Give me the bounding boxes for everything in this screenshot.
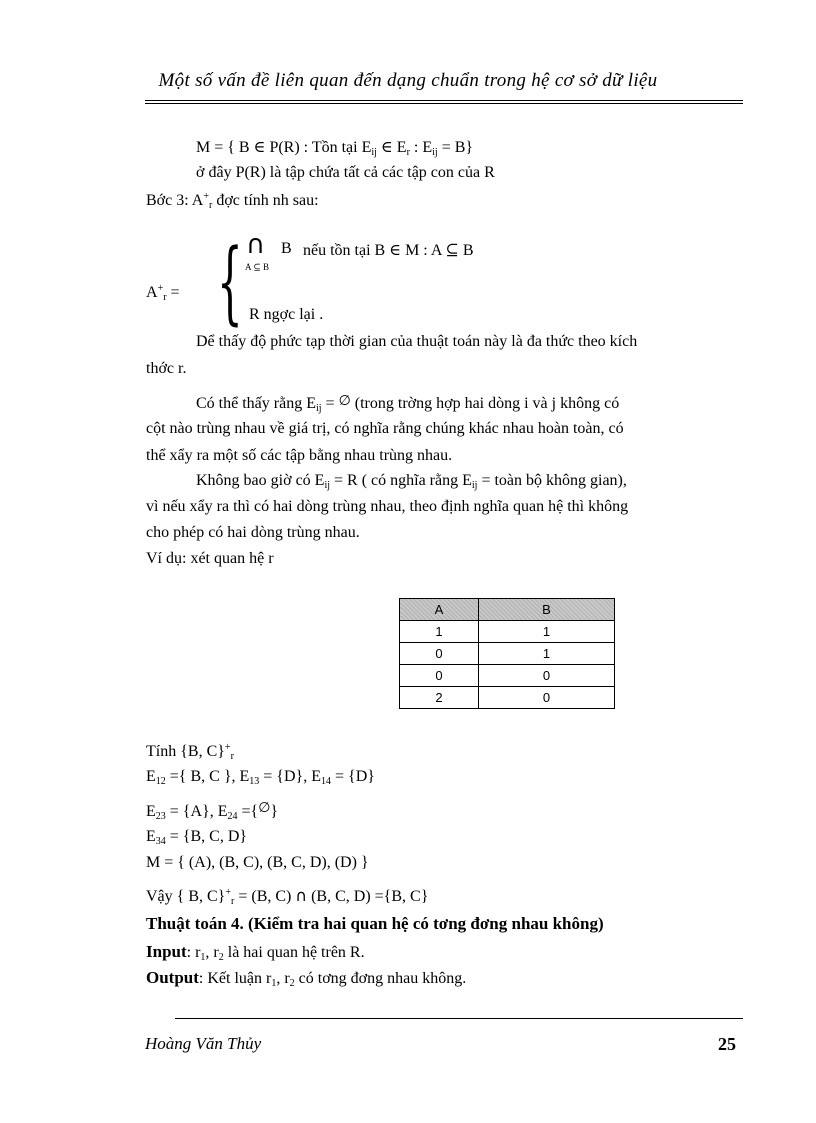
calc-vay-line (146, 886, 428, 907)
text-span: : Kết luận r (198, 970, 272, 987)
calc-e3-line (146, 828, 247, 847)
never-line-3: cho phép có hai dòng trùng nhau. (146, 524, 360, 541)
never-line-2: vì nếu xẩy ra thì có hai dòng trùng nhau, theo định nghĩa quan hệ thì không (146, 498, 629, 515)
subscript: 34 (155, 836, 166, 847)
subscript: ij (471, 480, 478, 491)
text-span: ={ (237, 803, 259, 820)
table-row (400, 665, 615, 687)
subscript: ij (432, 147, 438, 158)
complexity-line-1: Dể thấy độ phức tạp thời gian của thuật toán này là đa thức theo kích (196, 333, 638, 350)
text-span: M = { B (196, 139, 254, 156)
piecewise-brace: { (217, 230, 243, 335)
superscript: + (203, 191, 209, 202)
text-span: E (146, 803, 156, 820)
table-cell: 0 (479, 687, 615, 709)
input-label: Input (146, 942, 187, 961)
text-span: đợc tính nh sau: (212, 192, 319, 209)
text-span: , r (205, 944, 219, 961)
output-label: Output (146, 968, 199, 987)
subscript: 2 (218, 952, 224, 963)
superscript: + (225, 887, 231, 898)
footer-rule (175, 1018, 743, 1019)
subscript: r (230, 751, 234, 762)
subscript: r (406, 147, 410, 158)
text-span: Bớc 3: A (146, 192, 204, 209)
relation-table (399, 598, 615, 709)
table-cell: 0 (400, 665, 479, 687)
calc-tinh-line (146, 742, 234, 762)
running-header-title: Một số vấn đề liên quan đến dạng chuẩn trong hệ cơ sở dữ liệu (158, 70, 658, 91)
table-cell: 0 (479, 665, 615, 687)
table-header-cell: A (400, 599, 479, 621)
text-span: E (146, 768, 156, 785)
header-rule-bottom (145, 103, 743, 104)
text-span: : E (409, 139, 433, 156)
text-span: = {D}, E (259, 768, 321, 785)
table-cell: 1 (400, 621, 479, 643)
subscript: 14 (321, 776, 331, 787)
text-span: , r (276, 970, 290, 987)
header-rule-top (145, 100, 743, 101)
text-span: E (396, 139, 407, 156)
text-span: là hai quan hệ trên R. (223, 944, 365, 961)
text-span: = (166, 284, 180, 301)
element-of-symbol: ∈ (380, 139, 393, 156)
text-span: P(R) : Tồn tại E (269, 139, 372, 156)
text-span: ={ B, C }, E (165, 768, 250, 785)
text-span: Tính {B, C} (146, 743, 225, 760)
intersection-symbol: ∩ (246, 230, 266, 260)
text-span: Vậy { B, C} (146, 888, 226, 905)
superscript: + (224, 742, 231, 753)
empty-set-symbol: ∅ (258, 800, 271, 816)
case2-text: R ngợc lại . (249, 306, 324, 323)
empty-set-symbol: ∅ (338, 393, 351, 409)
subscript: r (231, 896, 235, 907)
subscript: ij (324, 480, 330, 491)
text-span: = R ( có nghĩa rằng E (330, 472, 472, 489)
text-span: có tơng đơng nhau không. (294, 970, 467, 987)
subscript: 12 (155, 776, 166, 787)
subscript: 23 (155, 811, 166, 822)
text-span: A (146, 284, 158, 301)
step3-line (146, 191, 319, 211)
subscript: 13 (249, 776, 260, 787)
case1-subscript: A ⊆ B (245, 262, 270, 272)
subscript: 1 (271, 978, 277, 989)
empty-line-2: cột nào trùng nhau về giá trị, có nghĩa rằng chúng khác nhau hoàn toàn, có (146, 420, 624, 437)
text-span: = (B, C) (234, 888, 296, 905)
powerset-definition-line: ở đây P(R) là tập chứa tất cả các tập con của R (196, 164, 495, 181)
case1-condition (303, 240, 474, 260)
text-span: : r (186, 944, 201, 961)
empty-line-3: thể xẩy ra một số các tập bằng nhau trùng nhau. (146, 447, 453, 464)
intersection-symbol: ∩ (295, 886, 308, 905)
table-row (400, 687, 615, 709)
subscript: 2 (289, 978, 295, 989)
table-cell: 1 (479, 621, 615, 643)
text-span: (B, C, D) ={B, C} (307, 888, 429, 905)
algorithm-output-line (146, 968, 466, 989)
text-span: M : A ⊆ B (405, 242, 474, 259)
text-span: = {D} (331, 768, 375, 785)
table-header-row (400, 599, 615, 621)
subscript: ij (371, 147, 377, 158)
calc-e2-line (146, 800, 278, 822)
page-number: 25 (718, 1034, 736, 1054)
m-definition-line (196, 137, 473, 158)
text-span: = toàn bộ không gian), (477, 472, 627, 489)
text-span: = (321, 395, 339, 412)
superscript: + (157, 283, 164, 294)
piecewise-lhs (146, 283, 180, 303)
case1-b: B (281, 240, 292, 257)
table-cell: 0 (400, 643, 479, 665)
subscript: ij (315, 403, 322, 414)
subscript: r (163, 292, 167, 303)
text-span: Không bao giờ có E (196, 472, 325, 489)
footer-author: Hoàng Văn Thủy (145, 1034, 262, 1053)
text-span: = {A}, E (165, 803, 228, 820)
subscript: 24 (227, 811, 238, 822)
element-of-symbol: ∈ (389, 242, 402, 259)
complexity-line-2: thớc r. (146, 360, 187, 377)
never-line-1 (196, 472, 627, 491)
text-span: nếu tồn tại B (303, 242, 390, 259)
table-row (400, 621, 615, 643)
element-of-symbol: ∈ (253, 139, 266, 156)
text-span: (trong trờng hợp hai dòng i và j không có (350, 395, 620, 412)
text-span: Có thể thấy rằng E (196, 395, 316, 412)
table-row (400, 643, 615, 665)
text-span: = B} (437, 139, 474, 156)
text-span: } (270, 803, 279, 820)
algorithm-input-line (146, 942, 365, 963)
text-span: = {B, C, D} (165, 828, 248, 845)
empty-line-1 (196, 393, 619, 414)
subscript: 1 (200, 952, 206, 963)
table-cell: 2 (400, 687, 479, 709)
text-span: E (146, 828, 156, 845)
example-line: Ví dụ: xét quan hệ r (146, 550, 274, 567)
calc-e1-line (146, 768, 375, 787)
subscript: r (209, 200, 213, 211)
table-header-cell: B (479, 599, 615, 621)
algorithm-title: Thuật toán 4. (Kiểm tra hai quan hệ có tơng đơng nhau không) (146, 914, 604, 933)
table-cell: 1 (479, 643, 615, 665)
calc-m-line: M = { (A), (B, C), (B, C, D), (D) } (146, 854, 369, 871)
